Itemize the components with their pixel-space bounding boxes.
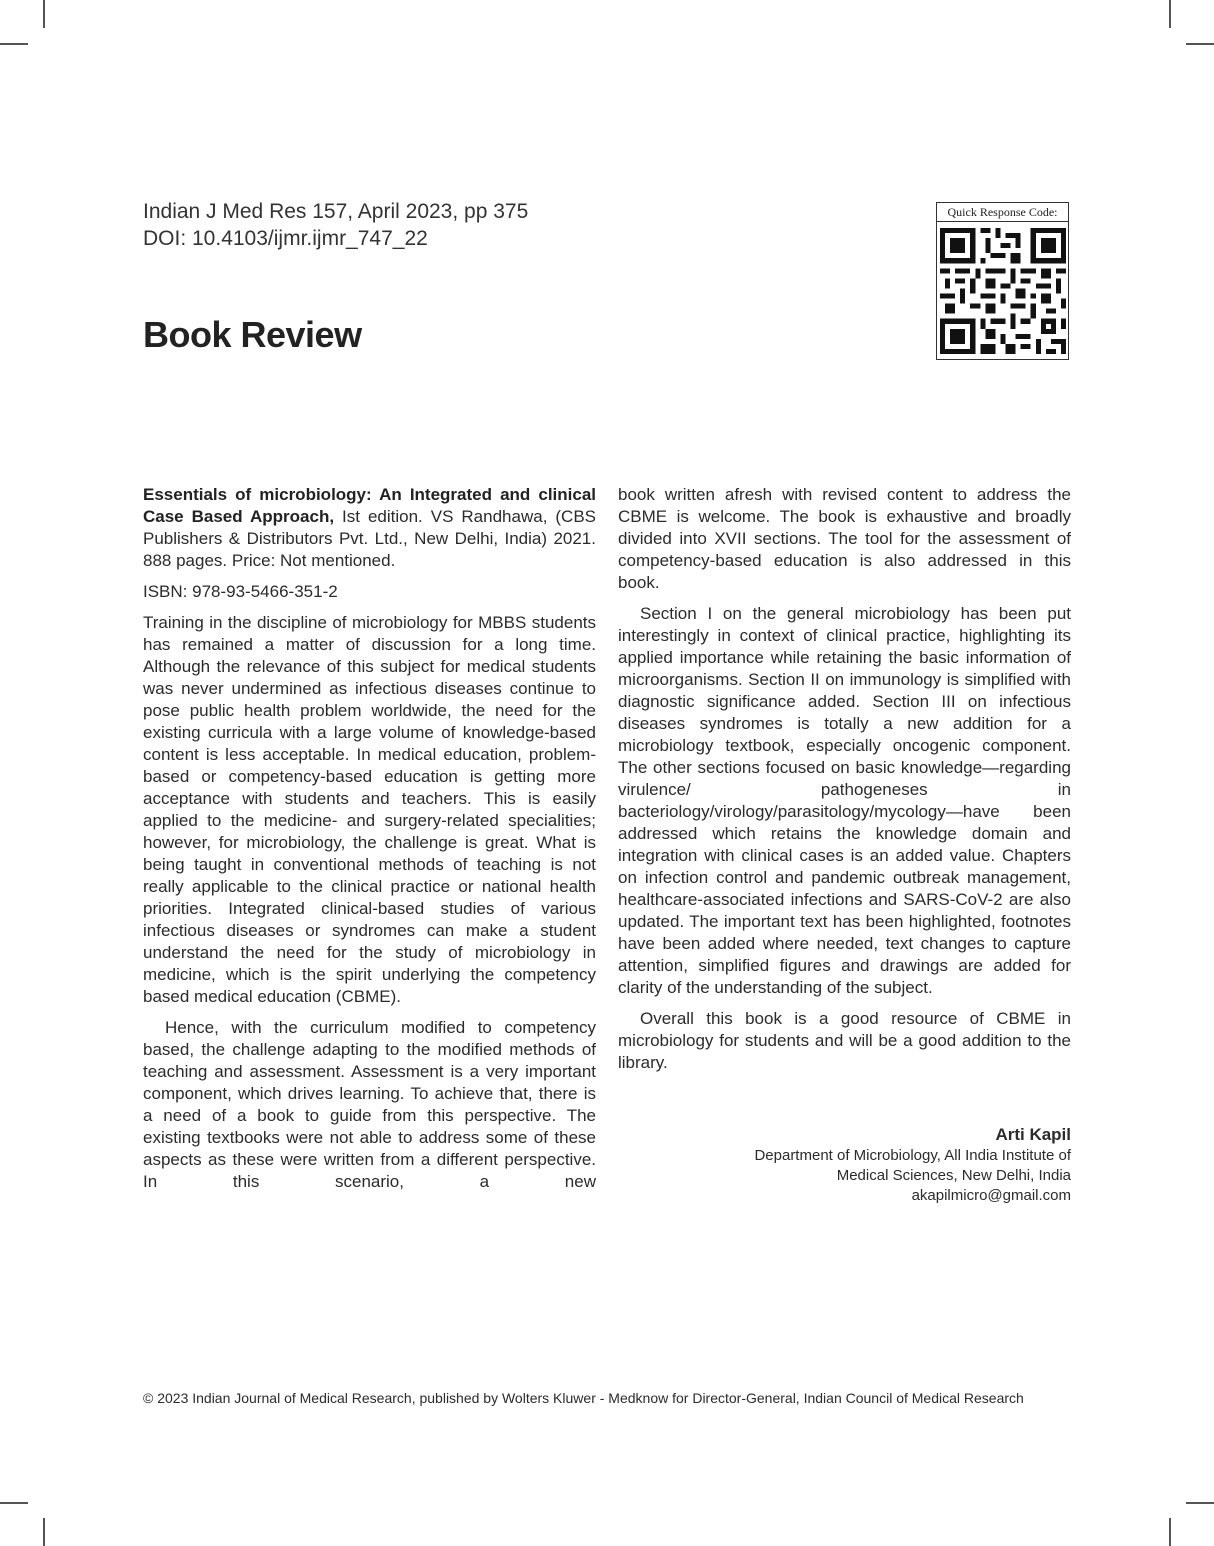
right-column	[618, 484, 1071, 1083]
book-title: Essentials of microbiology: An Integrated and clinical Case Based Approach,	[143, 485, 596, 526]
citation-line: Indian J Med Res 157, April 2023, pp 375	[143, 200, 529, 223]
qr-label: Quick Response Code:	[937, 203, 1068, 222]
crop-mark	[0, 1502, 28, 1504]
author-affiliation: Department of Microbiology, All India Institute of	[754, 1147, 1071, 1164]
crop-mark	[43, 1518, 45, 1546]
review-paragraph: Section I on the general microbiology has been put interestingly in context of clinical practice, highlighting its applied importance while retaining the basic information of microorganisms. Section II on immunology is simplified with diagnostic significance added. Section III on infectious diseases syndromes is totally a new addition for a microbiology textbook, especially oncogenic component. The other sections focused on basic knowledge—regarding virulence/ pathogeneses in bacteriology/virology/parasitology/mycology—have been addressed which retains the knowledge domain and integration with clinical cases is an added value. Chapters on infection control and pandemic outbreak management, healthcare-associated infections and SARS-CoV-2 are also updated. The important text has been highlighted, footnotes have been added where needed, text changes to capture attention, simplified figures and drawings are added for clarity of the understanding of the subject.	[618, 604, 1071, 997]
review-paragraph: Training in the discipline of microbiology for MBBS students has remained a matter of discussion for a long time. Although the relevance of this subject for medical students was never undermined as infectious diseases continue to pose public health problem worldwide, the need for the existing curricula with a large volume of knowledge-based content is less acceptable. In medical education, problem-based or competency-based education is getting more acceptance with students and teachers. This is easily applied to the medicine- and surgery-related specialities; however, for microbiology, the challenge is great. What is being taught in conventional methods of teaching is not really applicable to the clinical practice or national health priorities. Integrated clinical-based studies of various infectious diseases or syndromes can make a student understand the need for the study of microbiology in medicine, which is the spirit underlying the competency based medical education (CBME).	[143, 613, 596, 1006]
review-paragraph: Hence, with the curriculum modified to competency based, the challenge adapting to the modified methods of teaching and assessment. Assessment is a very important component, which drives learning. To achieve that, there is a need of a book to guide from this perspective. The existing textbooks were not able to address some of these aspects as these were written from a different perspective. In this scenario, a new	[143, 1018, 596, 1191]
author-email: akapilmicro@gmail.com	[911, 1187, 1071, 1204]
crop-mark	[1186, 1502, 1214, 1504]
doi-line: DOI: 10.4103/ijmr.ijmr_747_22	[143, 227, 428, 250]
left-column	[143, 484, 596, 1202]
author-affiliation: Medical Sciences, New Delhi, India	[836, 1167, 1071, 1184]
qr-code-icon	[940, 228, 1066, 354]
author-name: Arti Kapil	[995, 1125, 1071, 1144]
author-signature	[754, 1124, 1071, 1206]
qr-code-box	[936, 202, 1069, 360]
section-title: Book Review	[143, 314, 362, 355]
crop-mark	[1169, 0, 1171, 28]
copyright-footer: © 2023 Indian Journal of Medical Research, published by Wolters Kluwer - Medknow for Director-General, Indian Council of Medical Research	[143, 1390, 1024, 1406]
crop-mark	[1186, 43, 1214, 45]
isbn: ISBN: 978-93-5466-351-2	[143, 582, 338, 601]
review-paragraph: book written afresh with revised content to address the CBME is welcome. The book is exhaustive and broadly divided into XVII sections. The tool for the assessment of competency-based education is also addressed in this book.	[618, 485, 1071, 592]
journal-citation	[143, 198, 528, 252]
crop-mark	[43, 0, 45, 28]
review-paragraph: Overall this book is a good resource of CBME in microbiology for students and will be a good addition to the library.	[618, 1009, 1071, 1072]
crop-mark	[1169, 1518, 1171, 1546]
book-citation	[143, 484, 596, 572]
book-details: Ist edition. VS Randhawa, (CBS Publishers & Distributors Pvt. Ltd., New Delhi, India) 2021. 888 pages. Price: Not mentioned.	[143, 507, 597, 570]
crop-mark	[0, 43, 28, 45]
